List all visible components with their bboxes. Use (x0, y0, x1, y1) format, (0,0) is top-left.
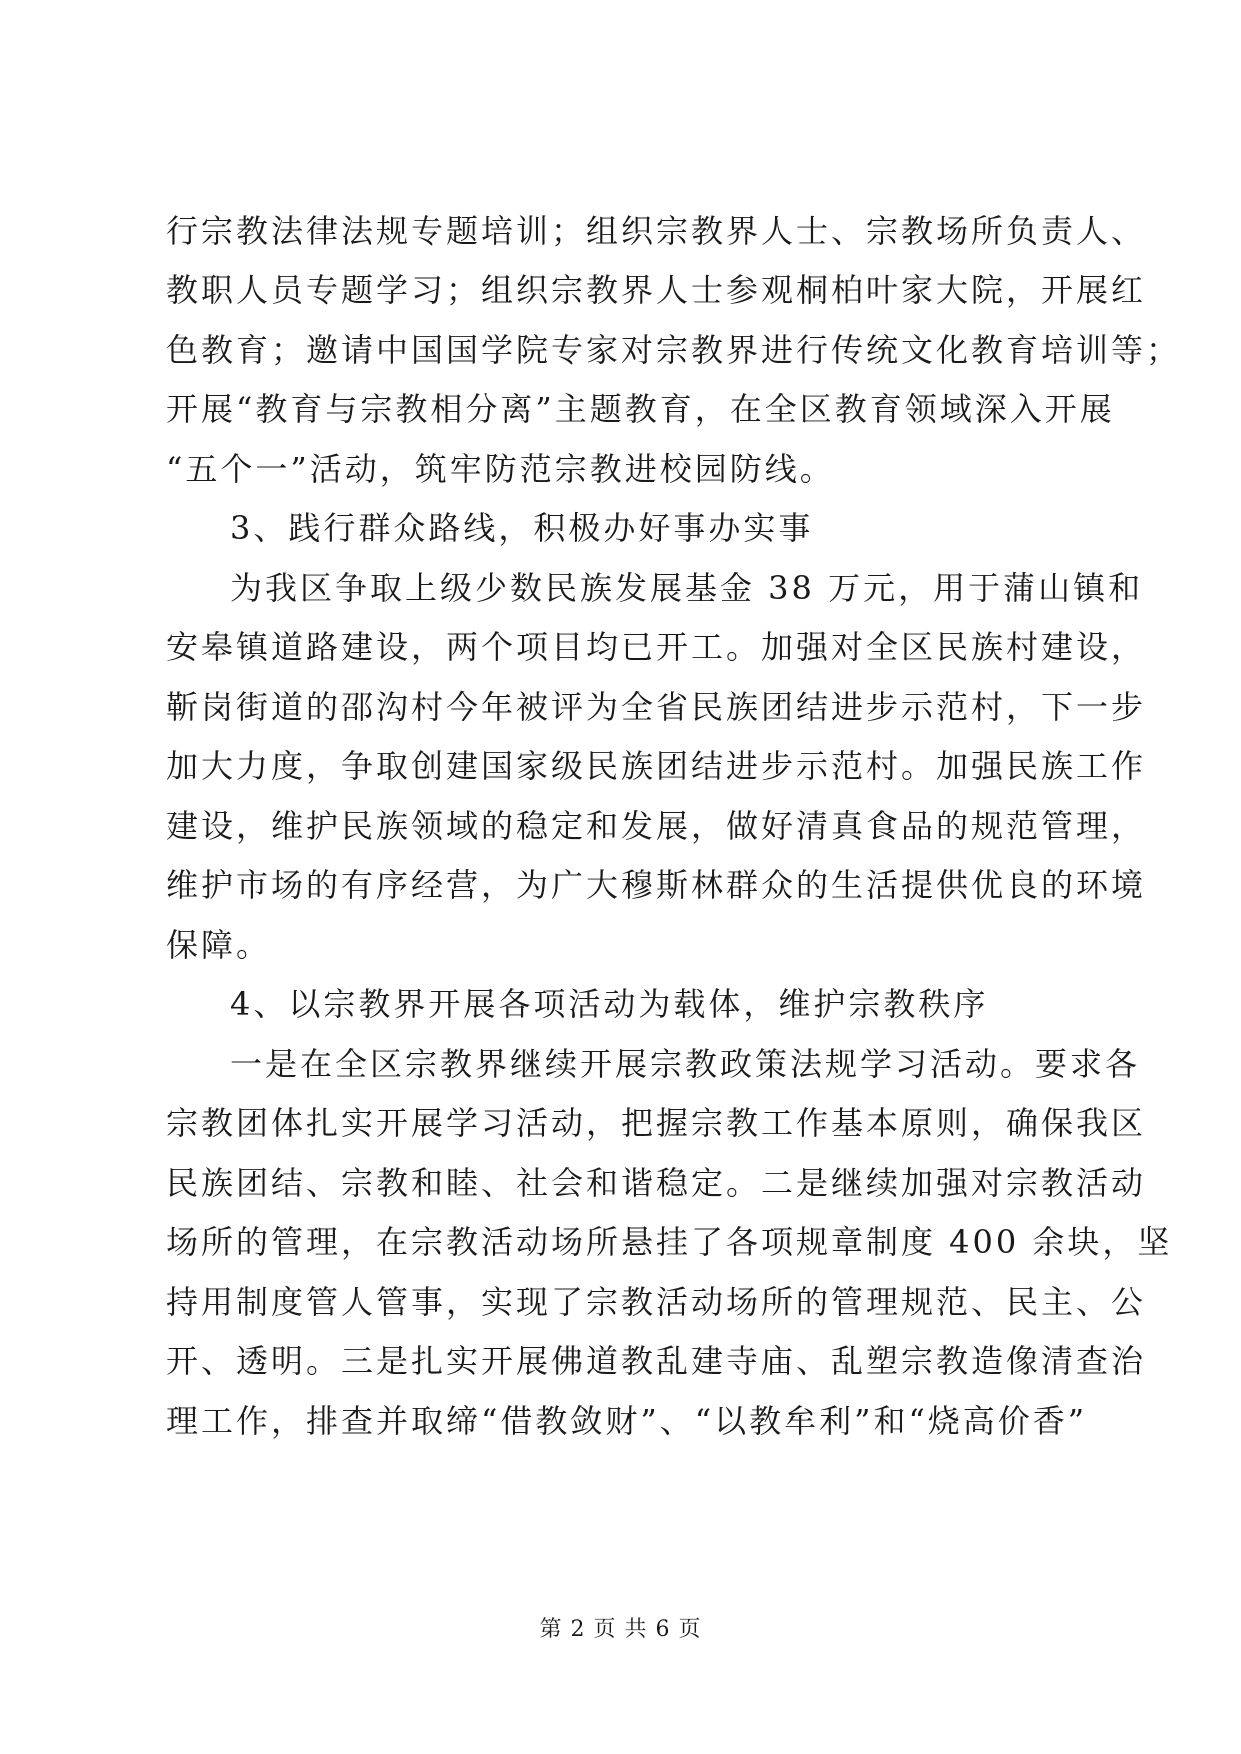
page-number-footer: 第 2 页 共 6 页 (539, 1617, 702, 1642)
text-line-15: 一是在全区宗教界继续开展宗教政策法规学习活动。要求各 (230, 1045, 1141, 1083)
text-line-19: 持用制度管人管事，实现了宗教活动场所的管理规范、民主、公 (166, 1283, 1147, 1321)
text-line-11: 建设，维护民族领域的稳定和发展，做好清真食品的规范管理， (166, 807, 1147, 845)
text-line-20: 开、透明。三是扎实开展佛道教乱建寺庙、乱塑宗教造像清查治 (166, 1342, 1147, 1380)
text-line-1: 行宗教法律法规专题培训；组织宗教界人士、宗教场所负责人、 (166, 212, 1147, 250)
section-heading-3: 3、践行群众路线，积极办好事办实事 (230, 509, 814, 547)
text-line-17: 民族团结、宗教和睦、社会和谐稳定。二是继续加强对宗教活动 (166, 1164, 1147, 1202)
text-line-10: 加大力度，争取创建国家级民族团结进步示范村。加强民族工作 (166, 747, 1147, 785)
text-line-5: “五个一”活动，筑牢防范宗教进校园防线。 (166, 450, 835, 488)
text-line-21: 理工作，排查并取缔“借教敛财”、“以教牟利”和“烧高价香” (166, 1402, 1088, 1440)
text-line-16: 宗教团体扎实开展学习活动，把握宗教工作基本原则，确保我区 (166, 1104, 1147, 1142)
text-line-9: 靳岗街道的邵沟村今年被评为全省民族团结进步示范村，下一步 (166, 688, 1147, 726)
text-line-8: 安皋镇道路建设，两个项目均已开工。加强对全区民族村建设， (166, 628, 1147, 666)
text-line-2: 教职人员专题学习；组织宗教界人士参观桐柏叶家大院，开展红 (166, 271, 1147, 309)
text-line-3: 色教育；邀请中国国学院专家对宗教界进行传统文化教育培训等； (166, 331, 1182, 369)
text-line-18: 场所的管理，在宗教活动场所悬挂了各项规章制度 400 余块，坚 (166, 1223, 1173, 1261)
text-line-12: 维护市场的有序经营，为广大穆斯林群众的生活提供优良的环境 (166, 866, 1147, 904)
text-line-4: 开展“教育与宗教相分离”主题教育，在全区教育领域深入开展 (166, 390, 1115, 428)
section-heading-4: 4、以宗教界开展各项活动为载体，维护宗教秩序 (230, 985, 989, 1023)
text-line-7: 为我区争取上级少数民族发展基金 38 万元，用于蒲山镇和 (230, 569, 1144, 607)
text-line-13: 保障。 (166, 926, 272, 964)
